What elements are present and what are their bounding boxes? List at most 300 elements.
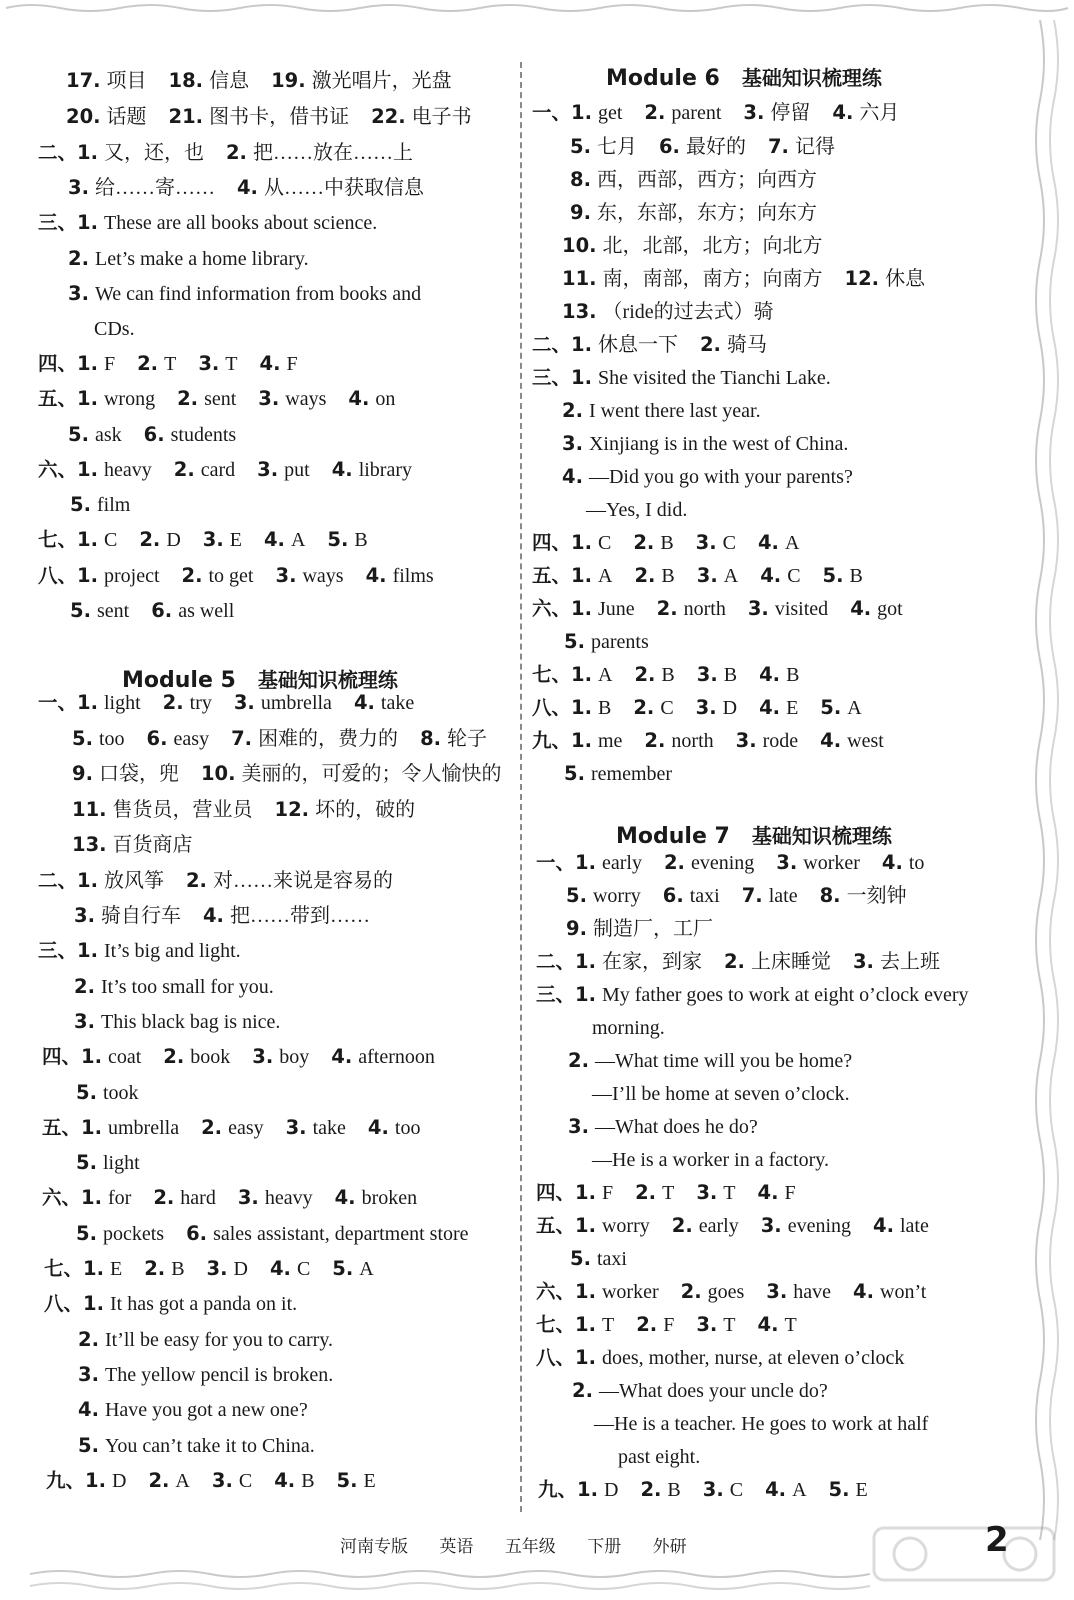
item-answer: My father goes to work at eight o’clock every <box>601 984 969 1006</box>
module-6-title: Module 6 <box>606 66 720 91</box>
answer-item <box>532 531 611 554</box>
module-7-subtitle: 基础知识梳理练 <box>751 824 892 848</box>
item-number: 一、1. <box>38 691 98 714</box>
answer-item <box>562 267 823 290</box>
answer-line <box>536 982 991 1008</box>
item-number: 3. <box>275 564 297 587</box>
item-number: 3. <box>735 729 757 752</box>
answer-item <box>264 528 305 551</box>
answer-item <box>696 696 737 719</box>
answer-item <box>829 1478 868 1501</box>
answer-item <box>44 1292 297 1315</box>
item-number: 3. <box>695 696 717 719</box>
item-answer: B <box>301 1470 315 1492</box>
item-answer: C <box>729 1479 744 1501</box>
item-number: 4. <box>562 465 583 488</box>
item-number: 一、1. <box>536 851 596 874</box>
item-number: 5. <box>564 762 585 785</box>
item-answer: 给……寄…… <box>94 177 215 199</box>
answer-item <box>882 851 925 874</box>
answer-item <box>562 300 774 323</box>
item-answer: film <box>96 494 131 516</box>
item-answer: 百货商店 <box>112 834 193 856</box>
item-answer: try <box>189 692 212 714</box>
answer-item <box>853 1280 926 1303</box>
item-answer: Let’s make a home library. <box>94 248 309 270</box>
item-number: 九、1. <box>538 1478 598 1501</box>
item-answer: sent <box>204 388 237 410</box>
item-number: 9. <box>566 917 587 940</box>
answer-line <box>72 761 524 787</box>
item-answer: late <box>900 1215 929 1237</box>
item-number: 2. <box>68 247 89 270</box>
answer-item <box>766 1280 831 1303</box>
item-number: 5. <box>68 423 89 446</box>
item-number: 一、1. <box>532 101 592 124</box>
item-number: 4. <box>873 1214 894 1237</box>
answer-line <box>68 175 446 201</box>
item-number: 8. <box>570 168 591 191</box>
answer-item <box>586 498 687 521</box>
item-answer: 对……来说是容易的 <box>212 870 393 892</box>
item-number: 3. <box>211 1469 233 1492</box>
module-6-subtitle: 基础知识梳理练 <box>741 66 882 90</box>
item-answer: F <box>103 353 116 375</box>
answer-item <box>38 939 241 962</box>
answer-line <box>78 1433 337 1459</box>
item-answer: easy <box>228 1117 264 1139</box>
answer-line <box>70 598 256 624</box>
answer-item <box>758 1313 797 1336</box>
answer-item <box>38 528 117 551</box>
item-number: 3. <box>68 176 89 199</box>
item-number: 3. <box>760 1214 782 1237</box>
item-answer: 售货员，营业员 <box>112 799 253 821</box>
item-answer: 图书卡，借书证 <box>209 106 350 128</box>
item-answer: —I’ll be home at seven o’clock. <box>592 1083 850 1105</box>
item-number: 2. <box>656 597 678 620</box>
item-answer: worker <box>803 852 860 874</box>
answer-line <box>68 422 258 448</box>
answer-item <box>212 1469 252 1492</box>
item-number: 3. <box>206 1257 228 1280</box>
answer-line <box>570 134 857 160</box>
item-answer: T <box>164 353 177 375</box>
answer-line <box>592 1081 872 1107</box>
answer-line <box>66 104 494 130</box>
answer-item <box>182 564 254 587</box>
answer-item <box>366 564 434 587</box>
answer-item <box>633 696 673 719</box>
item-answer: 休息 <box>885 268 926 290</box>
answer-item <box>634 564 674 587</box>
item-number: 2. <box>225 141 247 164</box>
answer-line <box>68 246 331 272</box>
answer-line <box>42 1044 457 1070</box>
item-number: 3. <box>252 1045 274 1068</box>
item-answer: boy <box>279 1046 310 1068</box>
answer-item <box>570 168 817 191</box>
answer-line <box>566 883 929 909</box>
item-number: 2. <box>201 1116 223 1139</box>
item-answer: remember <box>590 763 673 785</box>
item-answer: T <box>225 353 238 375</box>
answer-line <box>94 316 157 342</box>
item-number: 四、1. <box>532 531 592 554</box>
answer-item <box>532 696 611 719</box>
item-number: 六、1. <box>536 1280 596 1303</box>
answer-item <box>203 528 242 551</box>
item-answer: took <box>102 1082 139 1104</box>
answer-item <box>153 1186 216 1209</box>
item-answer: A <box>359 1258 374 1280</box>
item-answer: 困难的，费力的 <box>258 728 399 750</box>
item-number: 2. <box>633 531 655 554</box>
item-answer: sales assistant, department store <box>213 1223 469 1245</box>
answer-item <box>163 1045 230 1068</box>
answer-item <box>758 531 799 554</box>
item-answer: taxi <box>689 885 720 907</box>
answer-line <box>562 266 947 292</box>
answer-item <box>70 599 129 622</box>
item-number: 2. <box>644 729 666 752</box>
item-number: 2. <box>644 101 666 124</box>
item-answer: rode <box>762 730 799 752</box>
item-number: 4. <box>759 663 781 686</box>
item-number: 4. <box>259 352 281 375</box>
item-answer: B <box>354 529 368 551</box>
answer-item <box>354 691 414 714</box>
item-number: 4. <box>853 1280 875 1303</box>
answer-item <box>186 1222 468 1245</box>
item-number: 四、1. <box>42 1045 102 1068</box>
item-number: 四、1. <box>536 1181 596 1204</box>
answer-item <box>68 423 122 446</box>
item-number: 2. <box>163 1045 185 1068</box>
item-answer: 又，还，也 <box>103 142 204 164</box>
item-answer: D <box>722 697 738 719</box>
item-answer: 西，西部，西方；向西方 <box>596 169 817 191</box>
item-number: 二、1. <box>38 141 98 164</box>
answer-item <box>568 1115 758 1138</box>
item-answer: A <box>597 664 613 686</box>
answer-line <box>532 563 885 589</box>
item-number: 3. <box>562 432 583 455</box>
item-number: 三、1. <box>38 939 98 962</box>
answer-line <box>46 1468 398 1494</box>
answer-item <box>768 135 835 158</box>
item-number: 5. <box>570 1247 591 1270</box>
answer-line <box>536 1180 818 1206</box>
item-number: 5. <box>76 1151 97 1174</box>
answer-item <box>644 101 721 124</box>
item-number: 4. <box>365 564 387 587</box>
answer-line <box>586 497 709 523</box>
item-number: 3. <box>695 531 717 554</box>
answer-item <box>761 1214 851 1237</box>
answer-item <box>640 1478 680 1501</box>
item-number: 9. <box>72 762 93 785</box>
item-answer: B <box>786 664 800 686</box>
item-number: 3. <box>702 1478 724 1501</box>
item-number: 3. <box>202 528 224 551</box>
item-answer: card <box>200 459 236 481</box>
answer-item <box>169 105 350 128</box>
answer-item <box>562 399 761 422</box>
item-answer: 电子书 <box>411 106 472 128</box>
item-answer: C <box>238 1470 253 1492</box>
item-answer: This black bag is nice. <box>100 1011 281 1033</box>
item-answer: ways <box>285 388 327 410</box>
answer-item <box>566 917 713 940</box>
answer-line <box>532 365 853 391</box>
item-answer: CDs. <box>94 318 135 340</box>
item-number: 3. <box>233 691 255 714</box>
answer-item <box>532 729 622 752</box>
answer-item <box>562 432 848 455</box>
answer-item <box>562 465 853 488</box>
item-answer: F <box>286 353 298 375</box>
item-answer: 话题 <box>106 106 147 128</box>
answer-line <box>562 299 796 325</box>
item-number: 5. <box>76 1222 97 1245</box>
answer-line <box>38 457 434 483</box>
item-answer: book <box>190 1046 231 1068</box>
answer-line <box>572 1378 850 1404</box>
item-number: 3. <box>237 1186 259 1209</box>
item-number: 2. <box>144 1257 166 1280</box>
answer-item <box>137 352 176 375</box>
answer-item <box>532 333 678 356</box>
item-answer: It’ll be easy for you to carry. <box>104 1329 334 1351</box>
item-number: 6. <box>662 884 684 907</box>
item-answer: 停留 <box>770 102 811 124</box>
item-number: 5. <box>336 1469 358 1492</box>
item-number: 三、1. <box>38 211 98 234</box>
answer-item <box>271 69 452 92</box>
answer-line <box>44 1256 396 1282</box>
item-answer: B <box>597 697 612 719</box>
item-number: 5. <box>78 1434 99 1457</box>
item-number: 19. <box>271 69 306 92</box>
item-number: 10. <box>562 234 597 257</box>
item-number: 五、1. <box>38 387 98 410</box>
answer-item <box>532 597 635 620</box>
item-answer: 放风筝 <box>103 870 164 892</box>
item-answer: ask <box>94 424 122 446</box>
item-number: 2. <box>640 1478 662 1501</box>
answer-item <box>636 1313 674 1336</box>
footer-edition: 河南专版 <box>340 1537 408 1557</box>
item-number: 2. <box>78 1328 99 1351</box>
item-number: 7. <box>741 884 763 907</box>
answer-item <box>139 528 180 551</box>
item-answer: It has got a panda on it. <box>109 1293 298 1315</box>
item-answer: students <box>170 424 237 446</box>
item-answer: north <box>683 598 726 620</box>
item-number: 八、1. <box>38 564 98 587</box>
item-answer: —What does he do? <box>594 1116 758 1138</box>
item-answer: 从……中获取信息 <box>263 177 424 199</box>
item-answer: —Did you go with your parents? <box>588 466 853 488</box>
answer-item <box>276 564 344 587</box>
item-answer: project <box>103 565 160 587</box>
answer-line <box>74 1009 302 1035</box>
item-answer: hard <box>180 1187 216 1209</box>
answer-item <box>78 1328 333 1351</box>
item-answer: Have you got a new one? <box>104 1399 308 1421</box>
item-number: 六、1. <box>38 458 98 481</box>
answer-item <box>331 1045 435 1068</box>
answer-line <box>536 1279 948 1305</box>
item-answer: 最好的 <box>685 136 746 158</box>
item-answer: C <box>597 532 612 554</box>
answer-line <box>38 527 390 553</box>
answer-line <box>564 761 694 787</box>
item-answer: B <box>171 1258 185 1280</box>
answer-item <box>633 531 673 554</box>
answer-item <box>78 1434 315 1457</box>
answer-line <box>536 1213 951 1239</box>
answer-item <box>198 352 237 375</box>
item-number: 2. <box>633 696 655 719</box>
answer-item <box>743 101 810 124</box>
item-number: 七、1. <box>532 663 592 686</box>
answer-item <box>368 1116 421 1139</box>
answer-item <box>72 727 125 750</box>
footer-subject: 英语 <box>439 1537 474 1557</box>
item-number: 3. <box>696 564 718 587</box>
item-number: 四、1. <box>38 352 98 375</box>
answer-item <box>177 387 236 410</box>
answer-item <box>148 1469 189 1492</box>
item-answer: on <box>375 388 396 410</box>
answer-item <box>68 176 215 199</box>
item-answer: T <box>662 1182 675 1204</box>
item-number: 2. <box>634 663 656 686</box>
item-number: 3. <box>852 950 874 973</box>
item-number: 二、1. <box>532 333 592 356</box>
answer-line <box>38 563 456 589</box>
item-number: 20. <box>66 105 101 128</box>
item-number: 九、1. <box>532 729 592 752</box>
answer-line <box>78 1362 355 1388</box>
answer-line <box>76 1221 491 1247</box>
item-answer: have <box>793 1281 832 1303</box>
item-answer: 信息 <box>209 70 250 92</box>
item-answer: broken <box>361 1187 418 1209</box>
answer-line <box>536 949 962 975</box>
item-number: 4. <box>760 564 782 587</box>
item-answer: —He is a worker in a factory. <box>592 1149 829 1171</box>
answer-line <box>532 662 821 688</box>
item-number: 七、1. <box>38 528 98 551</box>
answer-item <box>38 869 164 892</box>
answer-item <box>536 1346 904 1369</box>
item-answer: C <box>660 697 674 719</box>
answer-line <box>532 332 789 358</box>
item-answer: B <box>660 532 674 554</box>
answer-item <box>532 663 612 686</box>
item-answer: A <box>792 1479 807 1501</box>
answer-item <box>697 564 738 587</box>
item-number: 13. <box>562 300 597 323</box>
answer-item <box>203 904 370 927</box>
footer-publisher: 外研 <box>652 1537 687 1557</box>
answer-item <box>532 564 612 587</box>
item-answer: T <box>601 1314 615 1336</box>
module-5-title: Module 5 <box>122 668 236 693</box>
answer-item <box>681 1280 745 1303</box>
answer-item <box>696 531 736 554</box>
answer-line <box>532 530 821 556</box>
answer-item <box>44 1257 122 1280</box>
item-answer: —Yes, I did. <box>586 499 688 521</box>
item-answer: heavy <box>103 459 152 481</box>
item-number: 2. <box>162 691 184 714</box>
item-number: 7. <box>231 727 253 750</box>
item-answer: worry <box>601 1215 650 1237</box>
item-answer: worker <box>601 1281 659 1303</box>
answer-item <box>66 105 147 128</box>
item-answer: early <box>698 1215 739 1237</box>
item-number: 4. <box>757 1313 779 1336</box>
answer-line <box>38 868 415 894</box>
answer-item <box>748 597 828 620</box>
answer-item <box>618 1445 700 1468</box>
item-number: 2. <box>636 1313 658 1336</box>
answer-item <box>644 729 713 752</box>
item-number: 3. <box>74 904 95 927</box>
answer-line <box>568 1048 874 1074</box>
answer-item <box>570 201 817 224</box>
item-number: 三、1. <box>532 366 592 389</box>
item-answer: T <box>784 1314 797 1336</box>
answer-item <box>274 1469 314 1492</box>
item-number: 3. <box>696 1313 718 1336</box>
item-answer: F <box>784 1182 796 1204</box>
answer-item <box>564 762 672 785</box>
answer-line <box>562 398 783 424</box>
item-number: 2. <box>568 1049 589 1072</box>
item-answer: The yellow pencil is broken. <box>104 1364 334 1386</box>
answer-line <box>532 596 925 622</box>
answer-item <box>70 493 130 516</box>
answer-item <box>845 267 926 290</box>
item-number: 5. <box>76 1081 97 1104</box>
item-number: 2. <box>148 1469 170 1492</box>
item-number: 11. <box>72 798 107 821</box>
item-number: 11. <box>562 267 597 290</box>
item-answer: 休息一下 <box>597 334 678 356</box>
answer-item <box>536 1181 613 1204</box>
item-number: 4. <box>269 1257 291 1280</box>
item-number: 4. <box>881 851 903 874</box>
answer-item <box>286 1116 346 1139</box>
answer-item <box>570 135 637 158</box>
answer-item <box>724 950 831 973</box>
item-number: 5. <box>70 599 91 622</box>
item-answer: 在家，到家 <box>601 951 702 973</box>
item-number: 2. <box>74 975 95 998</box>
item-answer: me <box>597 730 623 752</box>
footer-volume: 下册 <box>587 1537 622 1557</box>
item-number: 八、1. <box>532 696 592 719</box>
item-answer: A <box>175 1470 190 1492</box>
item-number: 5. <box>72 727 93 750</box>
answer-item <box>237 176 424 199</box>
answer-line <box>538 1477 890 1503</box>
